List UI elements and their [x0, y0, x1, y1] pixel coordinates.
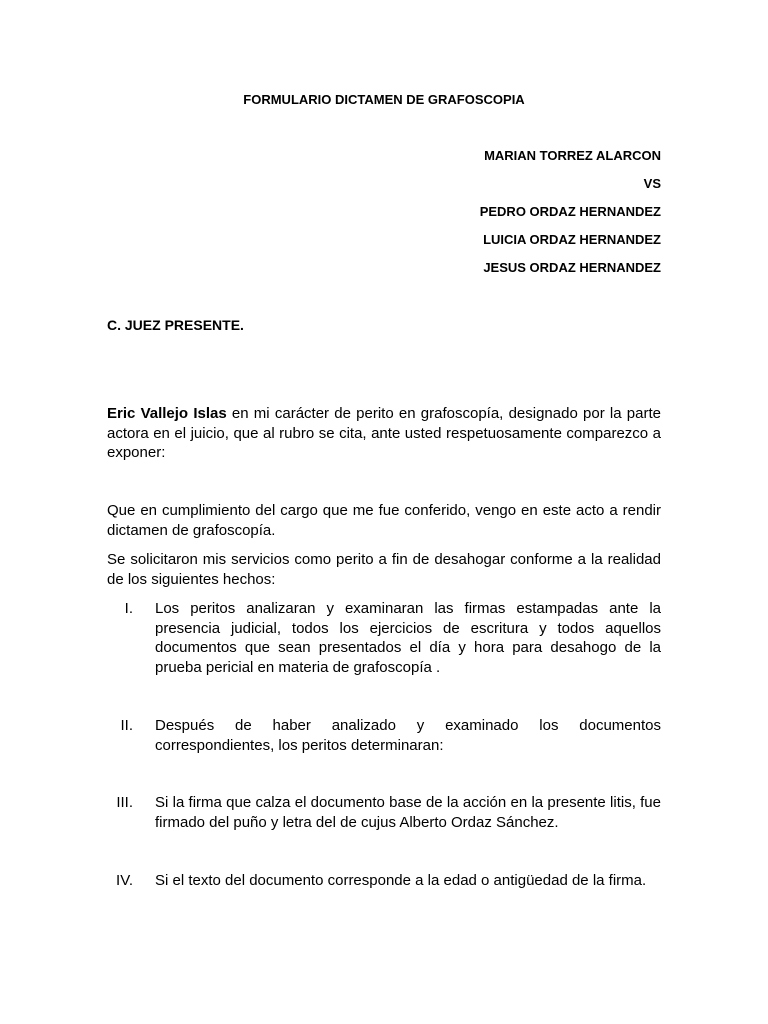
case-parties: [480, 148, 661, 288]
list-item-text: Si el texto del documento corresponde a la edad o antigüedad de la firma.: [155, 872, 647, 889]
expert-name: Eric Vallejo Islas: [107, 405, 227, 422]
party-defendant-2: LUICIA ORDAZ HERNANDEZ: [483, 232, 661, 247]
addressee: C. JUEZ PRESENTE.: [107, 317, 244, 333]
list-item-number: III.: [116, 794, 133, 811]
party-defendant-3: JESUS ORDAZ HERNANDEZ: [483, 260, 661, 275]
list-item-text: Después de haber analizado y examinado los documentos correspondientes, los peritos determinaran:: [155, 717, 661, 754]
party-defendant-1: PEDRO ORDAZ HERNANDEZ: [479, 204, 661, 219]
services-paragraph: Se solicitaron mis servicios como perito a fin de desahogar conforme a la realidad de los siguientes hechos:: [107, 551, 661, 588]
list-item-number: IV.: [116, 872, 133, 889]
party-plaintiff: MARIAN TORREZ ALARCON: [484, 148, 661, 163]
intro-paragraph: [107, 404, 661, 463]
compliance-paragraph: Que en cumplimiento del cargo que me fue conferido, vengo en este acto a rendir dictamen de grafoscopía.: [107, 502, 661, 539]
list-item-text: Los peritos analizaran y examinaran las firmas estampadas ante la presencia judicial, todos los ejercicios de escritura y todos aquellos documentos que sean presentados el día y hora para desahogo de la prueba pericial en materia de grafoscopía .: [155, 600, 661, 676]
list-item-number: I.: [124, 600, 133, 617]
party-versus: VS: [643, 176, 661, 191]
list-item-number: II.: [120, 717, 133, 734]
document-title: FORMULARIO DICTAMEN DE GRAFOSCOPIA: [243, 92, 525, 107]
intro-text: en mi carácter de perito en grafoscopía, designado por la parte actora en el juicio, que al rubro se cita, ante usted respetuosamente comparezco a exponer:: [107, 405, 661, 461]
list-item-text: Si la firma que calza el documento base de la acción en la presente litis, fue firmado del puño y letra del de cujus Alberto Ordaz Sánchez.: [155, 794, 661, 831]
